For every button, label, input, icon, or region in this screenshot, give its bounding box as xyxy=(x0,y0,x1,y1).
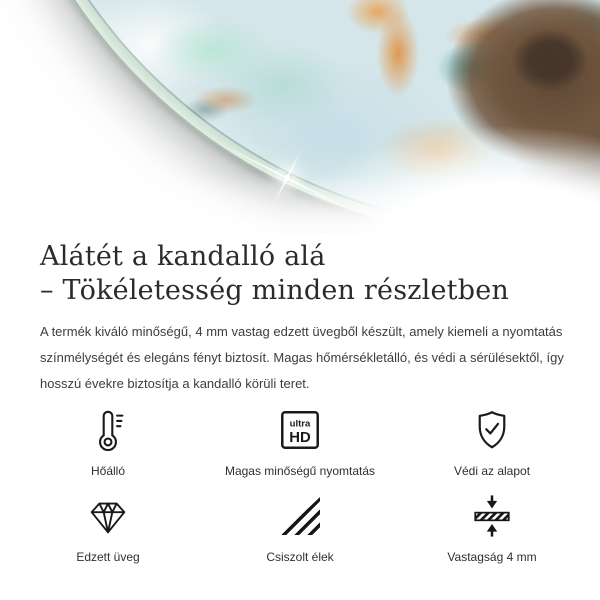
sparkle-core xyxy=(282,173,292,183)
feature-grid xyxy=(12,407,588,565)
ultra-hd-icon-text-top: ultra xyxy=(289,418,311,430)
description-line: A termék kiváló minőségű, 4 mm vastag edzett üvegből készült, amely kiemeli a nyomtatás xyxy=(40,324,563,339)
title-line-2: – Tökéletesség minden részletben xyxy=(40,275,509,306)
description-line: hosszú évekre biztosítja a kandalló körüli teret. xyxy=(40,376,310,391)
feature-polished-edges xyxy=(204,493,396,565)
content-section xyxy=(0,240,600,565)
feature-label: Magas minőségű nyomtatás xyxy=(224,464,376,478)
ultra-hd-icon xyxy=(277,407,323,453)
product-hero-image xyxy=(0,0,600,234)
polished-edges-icon xyxy=(280,493,320,539)
diagonal-stripes-shape xyxy=(280,497,320,535)
thickness-icon xyxy=(469,493,515,539)
ultra-hd-icon-text-bottom: HD xyxy=(289,429,311,446)
description-line: színmélységét és elegáns fényt biztosít. Magas hőmérsékletálló, és védi a sérülésektől, így xyxy=(40,350,564,365)
feature-protects-base xyxy=(396,407,588,479)
glass-disc-marble-face xyxy=(0,0,600,230)
diamond-icon xyxy=(85,493,131,539)
feature-tempered-glass xyxy=(12,493,204,565)
feature-thickness xyxy=(396,493,588,565)
title-line-1: Alátét a kandalló alá xyxy=(40,241,326,272)
feature-label: Védi az alapot xyxy=(453,464,531,478)
shield-check-icon xyxy=(469,407,515,453)
page-title xyxy=(40,240,560,308)
feature-label: Edzett üveg xyxy=(76,550,140,564)
feature-high-quality-print xyxy=(204,407,396,479)
thermometer-icon xyxy=(85,407,131,453)
product-description xyxy=(40,319,564,397)
feature-label: Csiszolt élek xyxy=(266,550,334,564)
feature-heat-resistant xyxy=(12,407,204,479)
feature-label: Hőálló xyxy=(90,464,126,478)
feature-label: Vastagság 4 mm xyxy=(447,550,537,564)
